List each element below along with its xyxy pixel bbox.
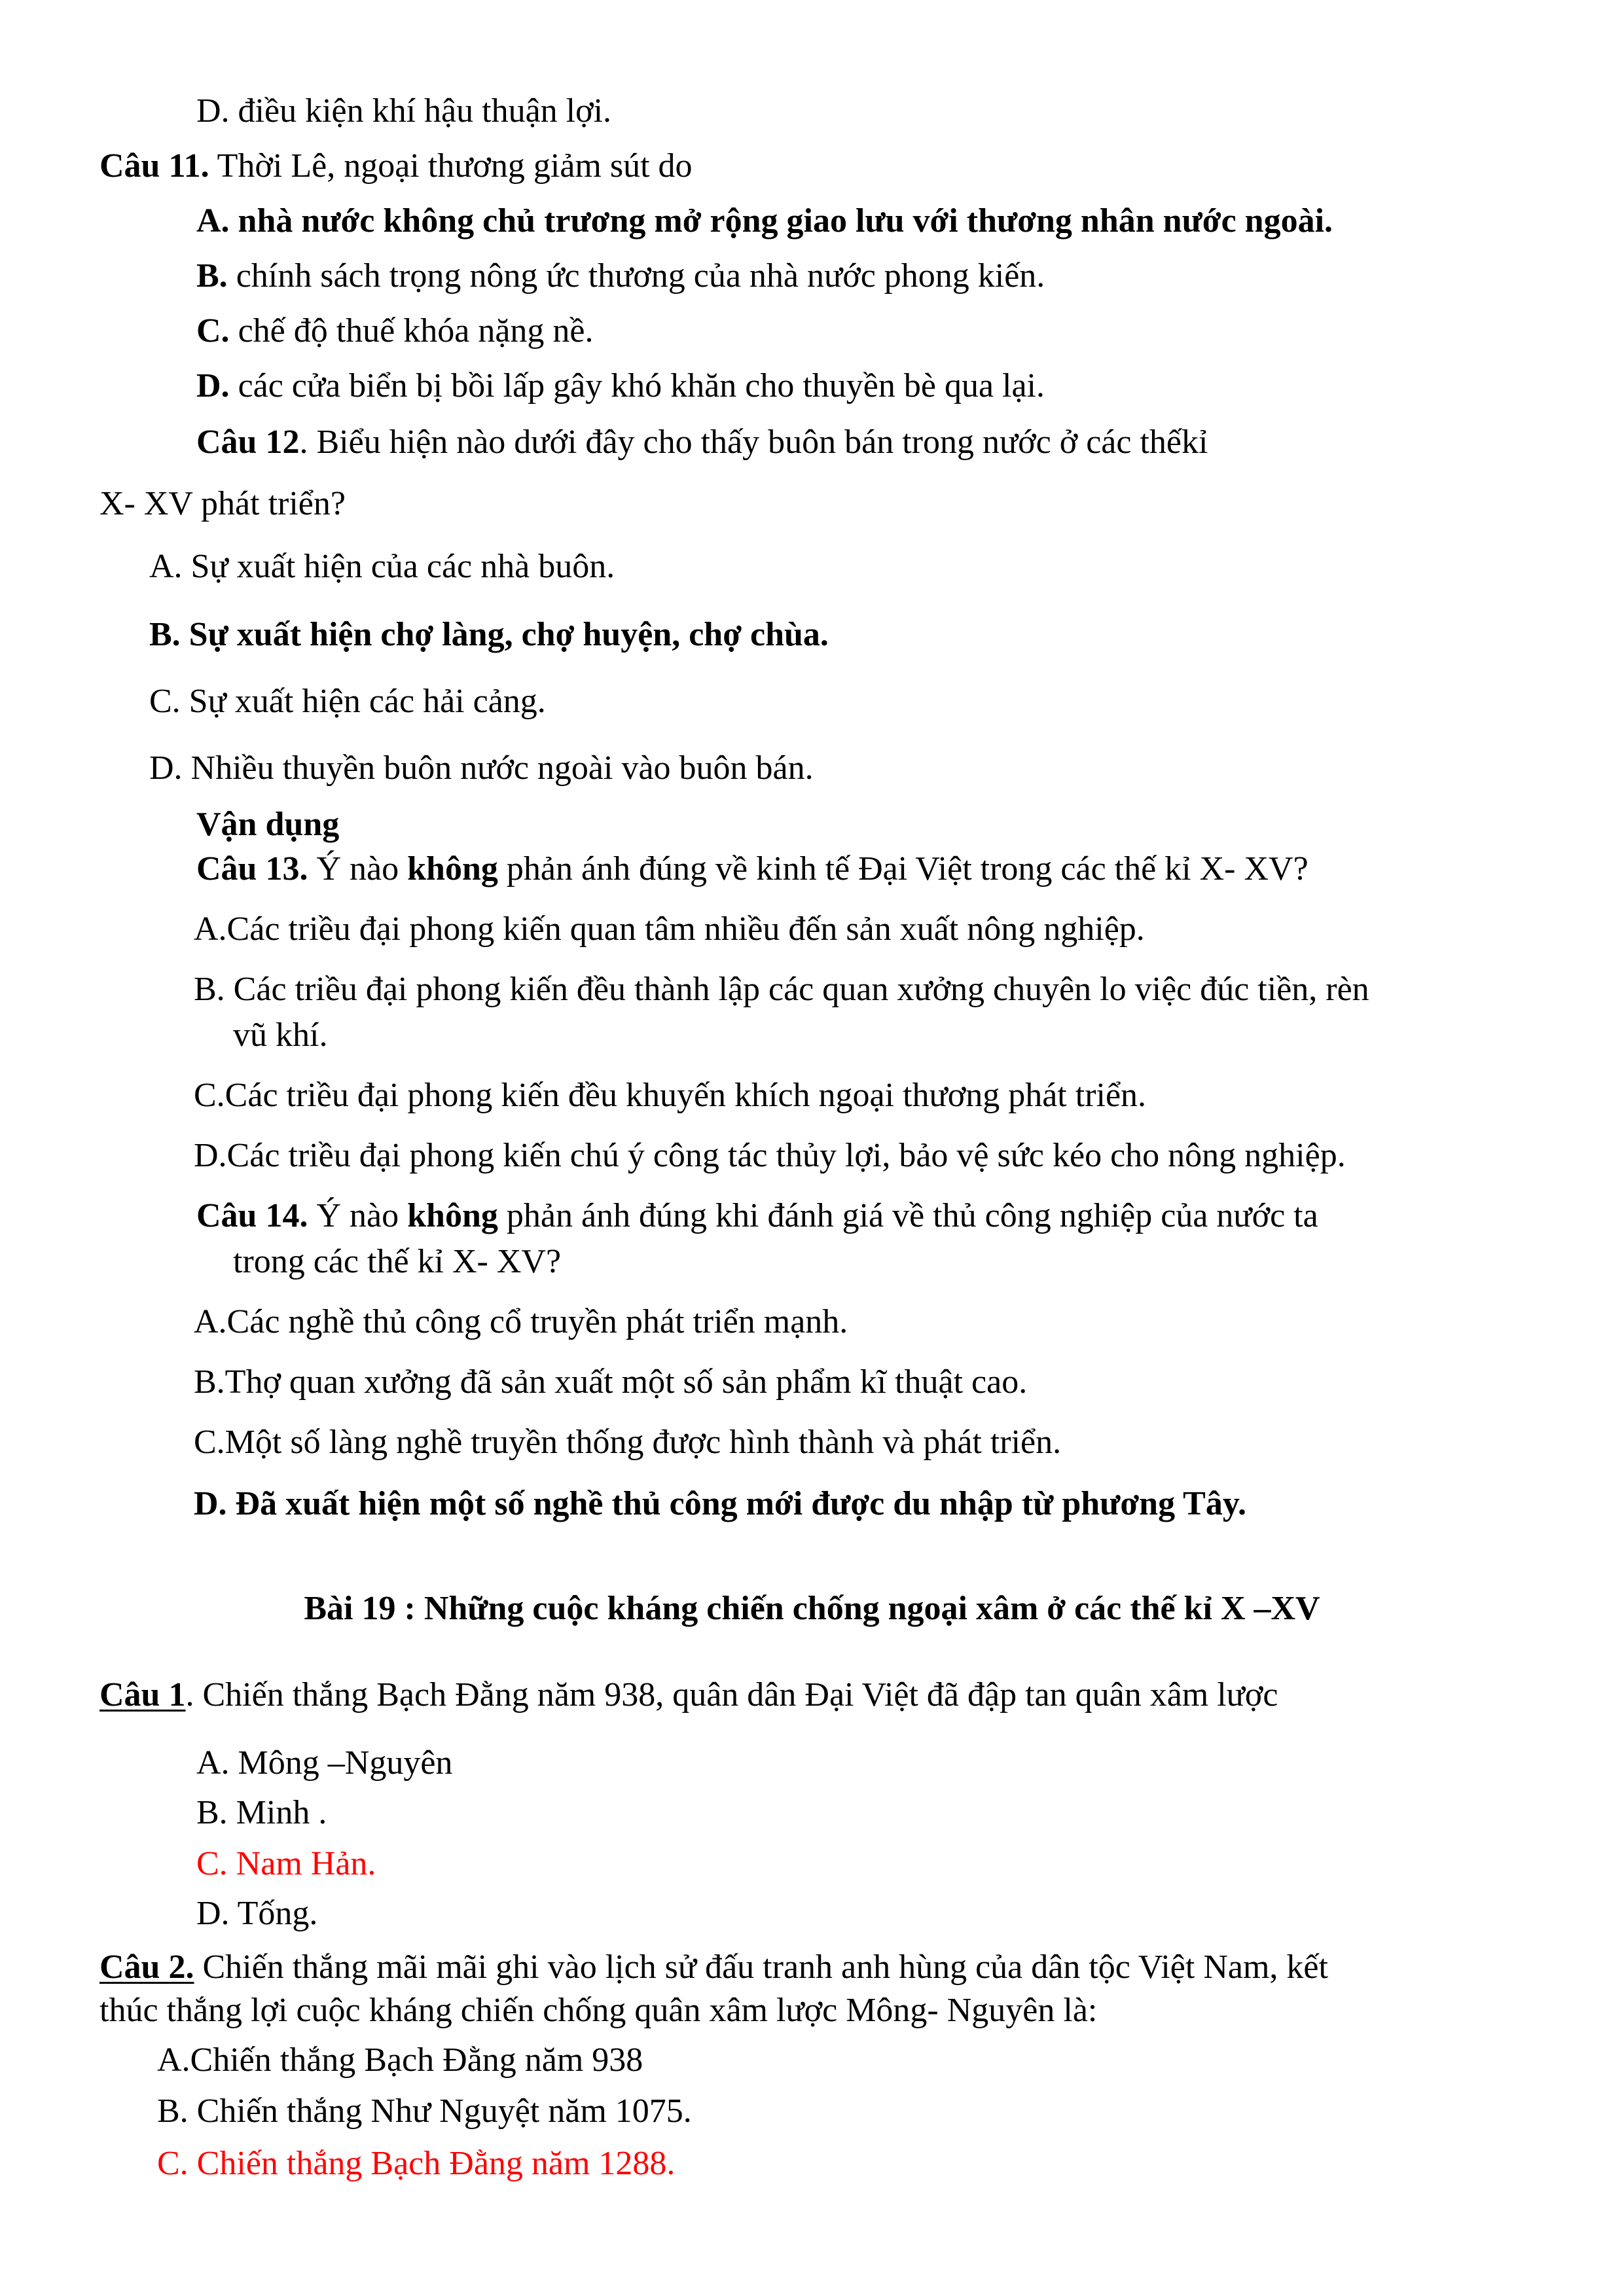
q14-stem-line2: trong các thế kỉ X- XV? [233,1243,562,1280]
b-q2-option-b: B. Chiến thắng Như Nguyệt năm 1075. [157,2092,692,2130]
q11-option-c-text: chế độ thuế khóa nặng nề. [229,312,594,350]
q12-stem-line2: X- XV phát triển? [99,485,346,522]
q11-stem [99,147,693,186]
q11-option-b-label: B. [196,257,228,295]
q13-label: Câu 13. [196,850,308,888]
b-q1-option-b: B. Minh . [196,1794,327,1831]
b-q2-stem-line1 [99,1948,1328,1987]
b-q2-stem-line2: thúc thắng lợi cuộc kháng chiến chống quân xâm lược Mông- Nguyên là: [99,1992,1098,2029]
b-q1-label: Câu 1 [99,1676,186,1713]
q14-keyword: không [407,1197,498,1234]
q12-option-d: D. Nhiều thuyền buôn nước ngoài vào buôn bán. [149,749,814,787]
q13-option-a: A.Các triều đại phong kiến quan tâm nhiều đến sản xuất nông nghiệp. [194,910,1145,948]
q11-option-b [196,257,1045,296]
b-q2-label: Câu 2. [99,1948,194,1986]
b-q1-text: . Chiến thắng Bạch Đằng năm 938, quân dân Đại Việt đã đập tan quân xâm lược [185,1676,1278,1713]
q11-option-c-label: C. [196,312,230,350]
q13-post: phản ánh đúng về kinh tế Đại Việt trong các thế kỉ X- XV? [497,850,1308,888]
q11-option-b-text: chính sách trọng nông ức thương của nhà nước phong kiến. [227,257,1045,295]
q11-label: Câu 11. [99,147,209,185]
q13-pre: Ý nào [308,850,408,888]
b-q1-option-a: A. Mông –Nguyên [196,1744,453,1782]
q12-stem-line1 [196,423,1208,462]
q11-option-d-text: các cửa biển bị bồi lấp gây khó khăn cho thuyền bè qua lại. [229,367,1045,404]
q14-option-d: D. Đã xuất hiện một số nghề thủ công mới được du nhập từ phương Tây. [194,1485,1246,1522]
q13-stem [196,850,1308,889]
q13-option-b-line1: B. Các triều đại phong kiến đều thành lập các quan xưởng chuyên lo việc đúc tiền, rèn [194,971,1369,1008]
q13-keyword: không [407,850,498,888]
q11-option-d [196,367,1045,406]
lesson-title: Bài 19 : Những cuộc kháng chiến chống ngoại xâm ở các thế kỉ X –XV [304,1590,1320,1627]
b-q1-option-d: D. Tống. [196,1895,318,1932]
q12-option-b: B. Sự xuất hiện chợ làng, chợ huyện, chợ chùa. [149,616,829,653]
q12-option-a: A. Sự xuất hiện của các nhà buôn. [149,548,615,585]
q14-option-a: A.Các nghề thủ công cổ truyền phát triển mạnh. [194,1303,848,1340]
b-q2-option-a: A.Chiến thắng Bạch Đằng năm 938 [157,2041,643,2079]
b-q2-option-c-answer: C. Chiến thắng Bạch Đằng năm 1288. [157,2145,676,2182]
q14-option-b: B.Thợ quan xưởng đã sản xuất một số sản phẩm kĩ thuật cao. [194,1363,1028,1401]
b-q1-option-c-answer: C. Nam Hản. [196,1845,376,1882]
b-q2-text1: Chiến thắng mãi mãi ghi vào lịch sử đấu tranh anh hùng của dân tộc Việt Nam, kết [194,1948,1328,1986]
q13-option-b-line2: vũ khí. [233,1016,328,1054]
q12-text1: . Biểu hiện nào dưới đây cho thấy buôn bán trong nước ở các thếkỉ [299,423,1208,461]
q14-pre: Ý nào [308,1197,408,1234]
q14-stem-line1 [196,1196,1318,1236]
q11-option-a: A. nhà nước không chủ trương mở rộng giao lưu với thương nhân nước ngoài. [196,202,1333,240]
q13-option-d: D.Các triều đại phong kiến chú ý công tác thủy lợi, bảo vệ sức kéo cho nông nghiệp. [194,1137,1346,1174]
q11-option-c [196,312,594,351]
b-q1-stem [99,1676,1278,1715]
q14-post: phản ánh đúng khi đánh giá về thủ công nghiệp của nước ta [497,1197,1318,1234]
q12-label: Câu 12 [196,423,300,461]
q14-label: Câu 14. [196,1197,308,1234]
section-heading: Vận dụng [196,806,340,843]
q10-option-d: D. điều kiện khí hậu thuận lợi. [196,92,612,130]
q13-option-c: C.Các triều đại phong kiến đều khuyến khích ngoại thương phát triển. [194,1077,1147,1114]
q12-option-c: C. Sự xuất hiện các hải cảng. [149,683,546,720]
q11-option-d-label: D. [196,367,230,404]
q11-text: Thời Lê, ngoại thương giảm sút do [209,147,693,185]
q14-option-c: C.Một số làng nghề truyền thống được hình thành và phát triển. [194,1424,1062,1461]
